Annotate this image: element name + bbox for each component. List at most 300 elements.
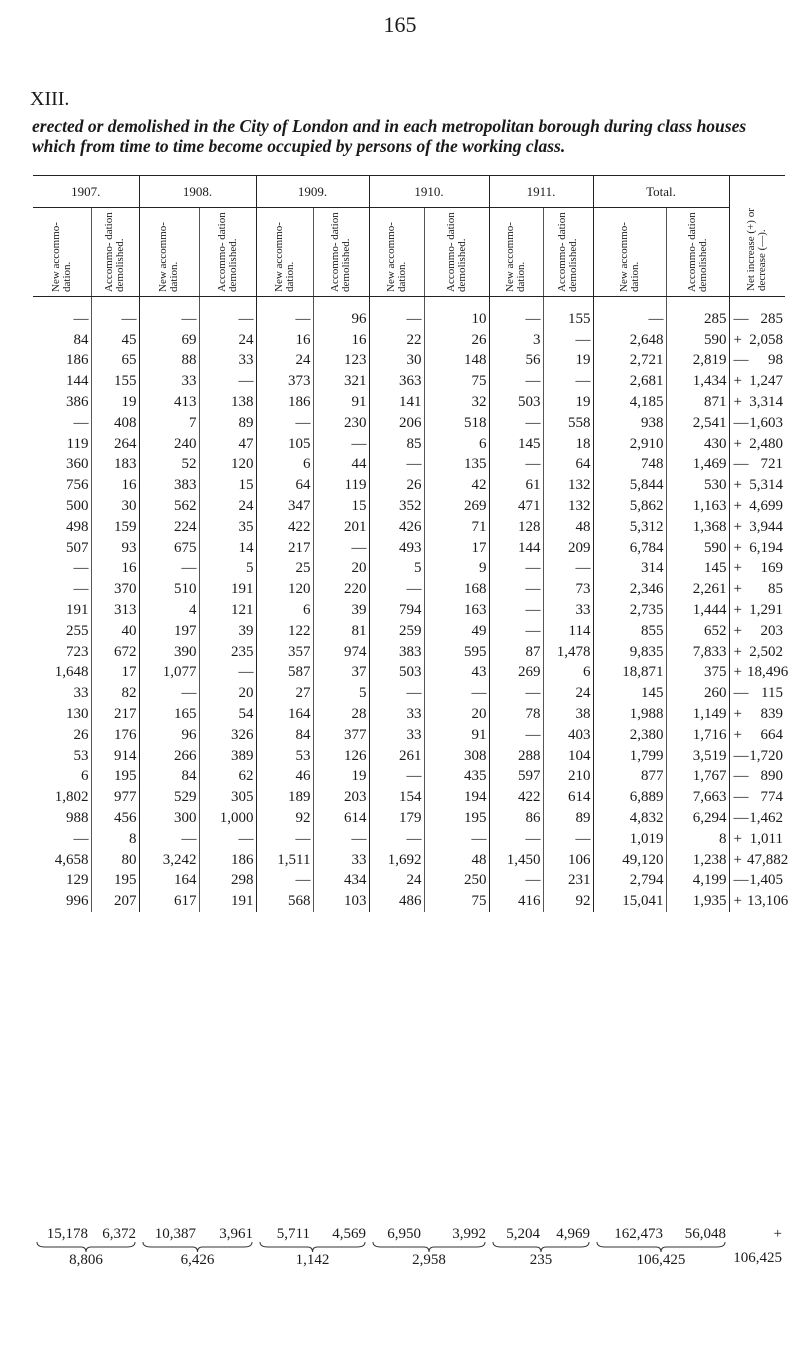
table-cell: 186 bbox=[256, 392, 313, 413]
table-cell: 103 bbox=[313, 891, 369, 912]
table-cell: 434 bbox=[313, 871, 369, 892]
table-cell: — bbox=[256, 871, 313, 892]
column-total: 162,473 bbox=[614, 1226, 663, 1242]
grand-net-total: + 106,425 bbox=[733, 1226, 782, 1266]
table-row bbox=[33, 621, 785, 642]
table-cell: 1,434 bbox=[666, 371, 729, 392]
table-cell: 360 bbox=[66, 456, 89, 473]
table-row bbox=[33, 297, 785, 330]
net-sign: + bbox=[729, 496, 747, 517]
table-cell: 27 bbox=[256, 683, 313, 704]
table-cell: 155 bbox=[91, 371, 139, 392]
table-cell: 288 bbox=[489, 746, 543, 767]
table-cell: — bbox=[313, 538, 369, 559]
table-cell: 40 bbox=[91, 621, 139, 642]
table-cell: — bbox=[199, 663, 256, 684]
table-cell: 486 bbox=[369, 891, 424, 912]
net-value: 5,314 bbox=[749, 477, 783, 494]
net-value: 721 bbox=[760, 456, 783, 473]
net-value: 4,699 bbox=[749, 498, 783, 515]
table-row bbox=[33, 559, 785, 580]
table-cell: 195 bbox=[424, 808, 489, 829]
table-cell: 19 bbox=[313, 767, 369, 788]
net-sign: — bbox=[729, 767, 747, 788]
table-cell: 217 bbox=[91, 704, 139, 725]
table-cell: 141 bbox=[369, 392, 424, 413]
table-cell: 408 bbox=[91, 413, 139, 434]
table-cell: 33 bbox=[73, 685, 89, 702]
table-cell: 145 bbox=[593, 683, 666, 704]
net-value: 18,496 bbox=[747, 664, 789, 681]
table-cell: 595 bbox=[424, 642, 489, 663]
table-subtitle: erected or demolished in the City of London and in each metropolitan borough during class houses which from time to time become occupied by persons of the working class. bbox=[32, 116, 747, 156]
table-cell: 86 bbox=[489, 808, 543, 829]
table-cell: 748 bbox=[593, 455, 666, 476]
table-cell: 1,149 bbox=[666, 704, 729, 725]
table-row bbox=[33, 392, 785, 413]
table-cell: 48 bbox=[543, 517, 593, 538]
table-cell: 19 bbox=[91, 392, 139, 413]
table-cell: 207 bbox=[91, 891, 139, 912]
table-cell: 53 bbox=[73, 747, 89, 764]
table-cell: 1,478 bbox=[543, 642, 593, 663]
table-cell: 855 bbox=[593, 621, 666, 642]
table-row bbox=[33, 496, 785, 517]
table-row bbox=[33, 600, 785, 621]
table-cell: 186 bbox=[199, 850, 256, 871]
table-row bbox=[33, 371, 785, 392]
table-cell: 430 bbox=[666, 434, 729, 455]
table-cell: 64 bbox=[256, 475, 313, 496]
col-new-1908: New accommo- dation. bbox=[139, 208, 199, 297]
table-cell: — bbox=[489, 683, 543, 704]
table-cell: 24 bbox=[199, 330, 256, 351]
table-cell: 503 bbox=[369, 663, 424, 684]
table-cell: 2,380 bbox=[593, 725, 666, 746]
table-cell: — bbox=[313, 829, 369, 850]
table-cell: 145 bbox=[489, 434, 543, 455]
table-cell: 1,511 bbox=[256, 850, 313, 871]
table-cell: 375 bbox=[666, 663, 729, 684]
net-value: 664 bbox=[760, 726, 783, 743]
net-value: 2,480 bbox=[749, 435, 783, 452]
year-1907: 1907. bbox=[33, 176, 139, 208]
table-cell: 89 bbox=[199, 413, 256, 434]
year-grand-total: 1,142 bbox=[295, 1252, 330, 1268]
net-value: 1,291 bbox=[749, 602, 783, 619]
net-sign: — bbox=[729, 808, 747, 829]
net-sign: — bbox=[729, 787, 747, 808]
table-cell: — bbox=[489, 829, 543, 850]
column-total: 4,969 bbox=[556, 1226, 590, 1242]
table-cell: 507 bbox=[66, 539, 89, 556]
table-cell: 15 bbox=[313, 496, 369, 517]
table-cell: — bbox=[489, 621, 543, 642]
table-cell: 39 bbox=[199, 621, 256, 642]
table-cell: 16 bbox=[91, 559, 139, 580]
table-cell: 298 bbox=[199, 871, 256, 892]
table-cell: — bbox=[543, 559, 593, 580]
net-sign: — bbox=[729, 871, 747, 892]
year-total: Total. bbox=[593, 176, 729, 208]
table-cell: — bbox=[489, 297, 543, 330]
table-cell: 119 bbox=[66, 435, 89, 452]
table-row bbox=[33, 475, 785, 496]
table-cell: 285 bbox=[666, 297, 729, 330]
table-cell: 1,799 bbox=[593, 746, 666, 767]
table-cell: — bbox=[73, 581, 89, 598]
table-cell: 1,000 bbox=[199, 808, 256, 829]
col-dem-1909: Accommo- dation demolished. bbox=[313, 208, 369, 297]
table-cell: 17 bbox=[424, 538, 489, 559]
table-cell: 32 bbox=[424, 392, 489, 413]
table-cell: 590 bbox=[666, 538, 729, 559]
table-row bbox=[33, 829, 785, 850]
table-cell: 33 bbox=[369, 725, 424, 746]
column-total: 5,711 bbox=[276, 1226, 310, 1242]
table-cell: 3,242 bbox=[139, 850, 199, 871]
net-value: 169 bbox=[760, 560, 783, 577]
table-cell: 558 bbox=[543, 413, 593, 434]
table-cell: 974 bbox=[313, 642, 369, 663]
net-sign: + bbox=[729, 663, 747, 684]
table-cell: 7,833 bbox=[666, 642, 729, 663]
table-cell: 871 bbox=[666, 392, 729, 413]
table-cell: 126 bbox=[313, 746, 369, 767]
table-cell: 217 bbox=[256, 538, 313, 559]
table-cell: 24 bbox=[543, 683, 593, 704]
net-value: 3,314 bbox=[749, 394, 783, 411]
table-cell: — bbox=[369, 455, 424, 476]
table-cell: 16 bbox=[91, 475, 139, 496]
table-cell: 250 bbox=[424, 871, 489, 892]
table-cell: 530 bbox=[666, 475, 729, 496]
table-cell: 49 bbox=[424, 621, 489, 642]
table-cell: — bbox=[73, 830, 89, 847]
table-cell: — bbox=[91, 297, 139, 330]
table-cell: 20 bbox=[199, 683, 256, 704]
table-cell: 130 bbox=[66, 706, 89, 723]
table-cell: 16 bbox=[256, 330, 313, 351]
table-cell: 96 bbox=[313, 297, 369, 330]
column-total: 5,204 bbox=[506, 1226, 540, 1242]
table-cell: 1,163 bbox=[666, 496, 729, 517]
table-cell: 123 bbox=[313, 351, 369, 372]
table-cell: 269 bbox=[489, 663, 543, 684]
table-cell: 988 bbox=[66, 810, 89, 827]
table-cell: — bbox=[543, 829, 593, 850]
table-cell: — bbox=[139, 829, 199, 850]
table-cell: 938 bbox=[593, 413, 666, 434]
table-cell: 723 bbox=[66, 643, 89, 660]
table-cell: 529 bbox=[139, 787, 199, 808]
table-cell: 164 bbox=[139, 871, 199, 892]
net-sign: + bbox=[729, 392, 747, 413]
table-cell: 168 bbox=[424, 579, 489, 600]
table-cell: 75 bbox=[424, 891, 489, 912]
table-cell: 8 bbox=[91, 829, 139, 850]
table-cell: 203 bbox=[313, 787, 369, 808]
table-cell: 996 bbox=[66, 893, 89, 910]
table-cell: 24 bbox=[369, 871, 424, 892]
table-cell: 33 bbox=[543, 600, 593, 621]
column-total: 4,569 bbox=[332, 1226, 366, 1242]
table-cell: — bbox=[199, 297, 256, 330]
net-value: 98 bbox=[768, 352, 783, 369]
table-cell: 1,648 bbox=[54, 664, 89, 681]
year-grand-total: 106,425 bbox=[636, 1252, 686, 1268]
table-row bbox=[33, 517, 785, 538]
table-cell: 2,681 bbox=[593, 371, 666, 392]
table-cell: — bbox=[489, 559, 543, 580]
table-cell: 186 bbox=[66, 352, 89, 369]
table-cell: 266 bbox=[139, 746, 199, 767]
column-total: 3,992 bbox=[452, 1226, 486, 1242]
net-value: 2,058 bbox=[749, 331, 783, 348]
table-cell: 590 bbox=[666, 330, 729, 351]
table-cell: 64 bbox=[543, 455, 593, 476]
table-cell: 16 bbox=[313, 330, 369, 351]
table-cell: 1,444 bbox=[666, 600, 729, 621]
net-sign: + bbox=[729, 600, 747, 621]
table-cell: — bbox=[489, 371, 543, 392]
table-cell: 25 bbox=[256, 559, 313, 580]
table-cell: 2,819 bbox=[666, 351, 729, 372]
col-dem-1908: Accommo- dation demolished. bbox=[199, 208, 256, 297]
col-dem-1911: Accommo- dation demolished. bbox=[543, 208, 593, 297]
net-sign: + bbox=[729, 621, 747, 642]
table-cell: 1,368 bbox=[666, 517, 729, 538]
net-value: 115 bbox=[761, 685, 783, 702]
net-value: 47,882 bbox=[747, 851, 789, 868]
table-row bbox=[33, 787, 785, 808]
net-sign: — bbox=[729, 455, 747, 476]
table-cell: 91 bbox=[424, 725, 489, 746]
table-cell: 189 bbox=[256, 787, 313, 808]
net-sign: — bbox=[729, 683, 747, 704]
table-cell: 33 bbox=[313, 850, 369, 871]
col-new-1910: New accommo- dation. bbox=[369, 208, 424, 297]
table-number: XIII. bbox=[30, 88, 70, 110]
table-cell: 19 bbox=[543, 351, 593, 372]
table-cell: 163 bbox=[424, 600, 489, 621]
table-cell: 191 bbox=[199, 891, 256, 912]
table-cell: 794 bbox=[369, 600, 424, 621]
table-cell: 2,735 bbox=[593, 600, 666, 621]
table-cell: 1,988 bbox=[593, 704, 666, 725]
table-cell: 33 bbox=[199, 351, 256, 372]
table-cell: 231 bbox=[543, 871, 593, 892]
table-cell: 9,835 bbox=[593, 642, 666, 663]
column-total: 6,372 bbox=[102, 1226, 136, 1242]
table-cell: — bbox=[369, 297, 424, 330]
table-cell: 562 bbox=[139, 496, 199, 517]
table-cell: — bbox=[256, 297, 313, 330]
table-cell: 1,469 bbox=[666, 455, 729, 476]
table-cell: 518 bbox=[424, 413, 489, 434]
table-cell: 652 bbox=[666, 621, 729, 642]
table-cell: 38 bbox=[543, 704, 593, 725]
net-value: 6,194 bbox=[749, 539, 783, 556]
table-cell: — bbox=[543, 330, 593, 351]
net-value: 774 bbox=[760, 789, 783, 806]
table-cell: 18,871 bbox=[593, 663, 666, 684]
table-cell: 313 bbox=[91, 600, 139, 621]
net-sign: + bbox=[729, 517, 747, 538]
table-cell: 510 bbox=[139, 579, 199, 600]
table-cell: 96 bbox=[139, 725, 199, 746]
table-row bbox=[33, 538, 785, 559]
table-cell: 2,910 bbox=[593, 434, 666, 455]
net-sign: + bbox=[729, 538, 747, 559]
table-cell: 105 bbox=[256, 434, 313, 455]
table-cell: 28 bbox=[313, 704, 369, 725]
net-sign: + bbox=[729, 891, 747, 912]
table-cell: 164 bbox=[256, 704, 313, 725]
table-cell: 363 bbox=[369, 371, 424, 392]
table-cell: 75 bbox=[424, 371, 489, 392]
table-cell: 17 bbox=[91, 663, 139, 684]
table-cell: — bbox=[543, 371, 593, 392]
table-cell: — bbox=[424, 683, 489, 704]
net-value: 203 bbox=[760, 622, 783, 639]
table-cell: 1,238 bbox=[666, 850, 729, 871]
table-cell: 56 bbox=[489, 351, 543, 372]
table-cell: 165 bbox=[139, 704, 199, 725]
table-cell: 914 bbox=[91, 746, 139, 767]
year-1910: 1910. bbox=[369, 176, 489, 208]
table-cell: 179 bbox=[369, 808, 424, 829]
table-row bbox=[33, 808, 785, 829]
table-cell: — bbox=[256, 829, 313, 850]
table-row bbox=[33, 725, 785, 746]
table-cell: 1,716 bbox=[666, 725, 729, 746]
year-1911: 1911. bbox=[489, 176, 593, 208]
table-cell: 756 bbox=[66, 477, 89, 494]
table-cell: 305 bbox=[199, 787, 256, 808]
table-cell: 264 bbox=[91, 434, 139, 455]
net-sign: + bbox=[729, 850, 747, 871]
table-cell: 24 bbox=[256, 351, 313, 372]
table-cell: — bbox=[369, 829, 424, 850]
table-cell: 498 bbox=[66, 518, 89, 535]
table-cell: 154 bbox=[369, 787, 424, 808]
table-cell: 33 bbox=[139, 371, 199, 392]
table-cell: — bbox=[489, 725, 543, 746]
table-cell: 80 bbox=[91, 850, 139, 871]
table-cell: 2,261 bbox=[666, 579, 729, 600]
table-cell: 30 bbox=[91, 496, 139, 517]
table-cell: 5,844 bbox=[593, 475, 666, 496]
table-cell: 426 bbox=[369, 517, 424, 538]
table-cell: 197 bbox=[139, 621, 199, 642]
table-cell: 14 bbox=[199, 538, 256, 559]
table-row bbox=[33, 850, 785, 871]
table-row bbox=[33, 683, 785, 704]
table-cell: 503 bbox=[489, 392, 543, 413]
net-sign: + bbox=[729, 642, 747, 663]
table-cell: 5 bbox=[369, 559, 424, 580]
table-cell: 308 bbox=[424, 746, 489, 767]
table-cell: — bbox=[313, 434, 369, 455]
table-cell: 255 bbox=[66, 622, 89, 639]
table-cell: 617 bbox=[139, 891, 199, 912]
year-1909: 1909. bbox=[256, 176, 369, 208]
net-value: 1,720 bbox=[749, 747, 783, 764]
totals-section bbox=[33, 1222, 785, 1292]
table-cell: 2,346 bbox=[593, 579, 666, 600]
table-cell: 46 bbox=[256, 767, 313, 788]
table-cell: 5 bbox=[313, 683, 369, 704]
table-cell: — bbox=[256, 413, 313, 434]
table-cell: — bbox=[139, 683, 199, 704]
table-row bbox=[33, 704, 785, 725]
table-cell: 81 bbox=[313, 621, 369, 642]
year-1908: 1908. bbox=[139, 176, 256, 208]
table-cell: 4,832 bbox=[593, 808, 666, 829]
table-cell: 435 bbox=[424, 767, 489, 788]
table-cell: — bbox=[489, 413, 543, 434]
table-cell: 6,889 bbox=[593, 787, 666, 808]
table-cell: 386 bbox=[66, 394, 89, 411]
table-cell: 43 bbox=[424, 663, 489, 684]
table-cell: 183 bbox=[91, 455, 139, 476]
table-cell: 597 bbox=[489, 767, 543, 788]
table-cell: 84 bbox=[256, 725, 313, 746]
table-cell: 1,450 bbox=[489, 850, 543, 871]
net-sign: + bbox=[729, 330, 747, 351]
table-cell: 49,120 bbox=[593, 850, 666, 871]
table-cell: — bbox=[139, 559, 199, 580]
table-cell: 195 bbox=[91, 767, 139, 788]
table-cell: 456 bbox=[91, 808, 139, 829]
table-cell: 191 bbox=[199, 579, 256, 600]
table-cell: 235 bbox=[199, 642, 256, 663]
table-cell: 6 bbox=[81, 768, 89, 785]
table-cell: 92 bbox=[543, 891, 593, 912]
table-cell: 5,312 bbox=[593, 517, 666, 538]
table-row bbox=[33, 351, 785, 372]
table-cell: 54 bbox=[199, 704, 256, 725]
table-cell: 4,658 bbox=[54, 851, 89, 868]
table-cell: 614 bbox=[313, 808, 369, 829]
table-cell: 53 bbox=[256, 746, 313, 767]
table-row bbox=[33, 642, 785, 663]
table-cell: 373 bbox=[256, 371, 313, 392]
year-grand-total: 2,958 bbox=[412, 1252, 446, 1268]
table-cell: 6 bbox=[543, 663, 593, 684]
table-cell: 300 bbox=[139, 808, 199, 829]
table-cell: — bbox=[73, 560, 89, 577]
table-cell: 422 bbox=[489, 787, 543, 808]
table-cell: 42 bbox=[424, 475, 489, 496]
table-cell: 4,199 bbox=[666, 871, 729, 892]
column-total: 10,387 bbox=[154, 1226, 196, 1242]
table-row bbox=[33, 579, 785, 600]
table-cell: 224 bbox=[139, 517, 199, 538]
table-cell: — bbox=[489, 600, 543, 621]
table-cell: 220 bbox=[313, 579, 369, 600]
table-cell: 6 bbox=[424, 434, 489, 455]
table-cell: 52 bbox=[139, 455, 199, 476]
table-cell: 106 bbox=[543, 850, 593, 871]
table-cell: 1,767 bbox=[666, 767, 729, 788]
table-cell: 261 bbox=[369, 746, 424, 767]
table-cell: 10 bbox=[424, 297, 489, 330]
table-cell: 390 bbox=[139, 642, 199, 663]
net-header bbox=[729, 176, 785, 297]
table-cell: 61 bbox=[489, 475, 543, 496]
